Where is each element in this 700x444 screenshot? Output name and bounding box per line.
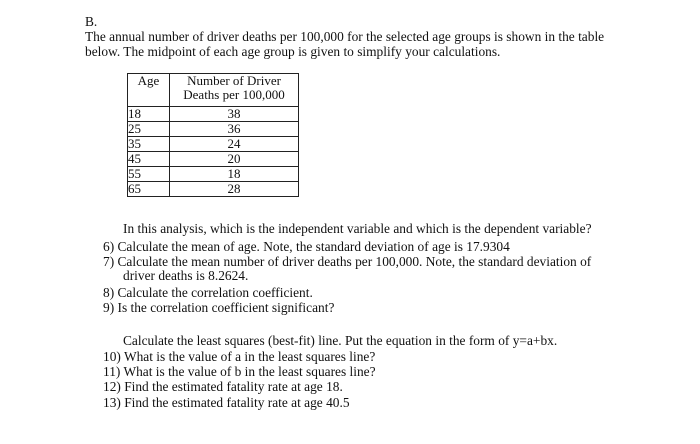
question-11: 11) What is the value of b in the least squares line? xyxy=(103,364,376,379)
table-header-row xyxy=(128,74,299,107)
question-10: 10) What is the value of a in the least squares line? xyxy=(103,349,376,364)
age-deaths-table xyxy=(127,73,299,197)
intro-line-2: below. The midpoint of each age group is given to simplify your calculations. xyxy=(85,44,501,59)
deaths-cell: 36 xyxy=(170,122,299,137)
deaths-cell: 18 xyxy=(170,167,299,182)
deaths-column-header xyxy=(170,74,299,107)
deaths-cell: 38 xyxy=(170,107,299,122)
least-squares-intro: Calculate the least squares (best-fit) line. Put the equation in the form of y=a+bx. xyxy=(123,333,558,348)
question-6: 6) Calculate the mean of age. Note, the standard deviation of age is 17.9304 xyxy=(103,239,510,254)
table-row xyxy=(128,152,299,167)
age-cell: 65 xyxy=(128,182,170,197)
deaths-header-line-2: Deaths per 100,000 xyxy=(183,87,285,102)
deaths-cell: 28 xyxy=(170,182,299,197)
question-13: 13) Find the estimated fatality rate at age 40.5 xyxy=(103,395,350,410)
age-cell: 18 xyxy=(128,107,170,122)
question-12: 12) Find the estimated fatality rate at age 18. xyxy=(103,379,343,394)
intro-line-1: The annual number of driver deaths per 100,000 for the selected age groups is shown in the table xyxy=(85,29,605,44)
table-row xyxy=(128,137,299,152)
age-cell: 35 xyxy=(128,137,170,152)
question-8: 8) Calculate the correlation coefficient. xyxy=(103,285,313,300)
table-row xyxy=(128,122,299,137)
age-cell: 45 xyxy=(128,152,170,167)
deaths-header-line-1: Number of Driver xyxy=(187,73,281,88)
table-row xyxy=(128,107,299,122)
question-independent-variable: In this analysis, which is the independent variable and which is the dependent variable? xyxy=(123,221,592,236)
question-9: 9) Is the correlation coefficient significant? xyxy=(103,300,335,315)
deaths-cell: 24 xyxy=(170,137,299,152)
age-cell: 55 xyxy=(128,167,170,182)
question-7-line-1: 7) Calculate the mean number of driver deaths per 100,000. Note, the standard deviation of xyxy=(103,254,592,269)
age-cell: 25 xyxy=(128,122,170,137)
table-row xyxy=(128,167,299,182)
age-column-header: Age xyxy=(128,74,170,107)
question-7-line-2: driver deaths is 8.2624. xyxy=(123,268,249,283)
table-row xyxy=(128,182,299,197)
deaths-cell: 20 xyxy=(170,152,299,167)
section-label: B. xyxy=(85,14,98,29)
